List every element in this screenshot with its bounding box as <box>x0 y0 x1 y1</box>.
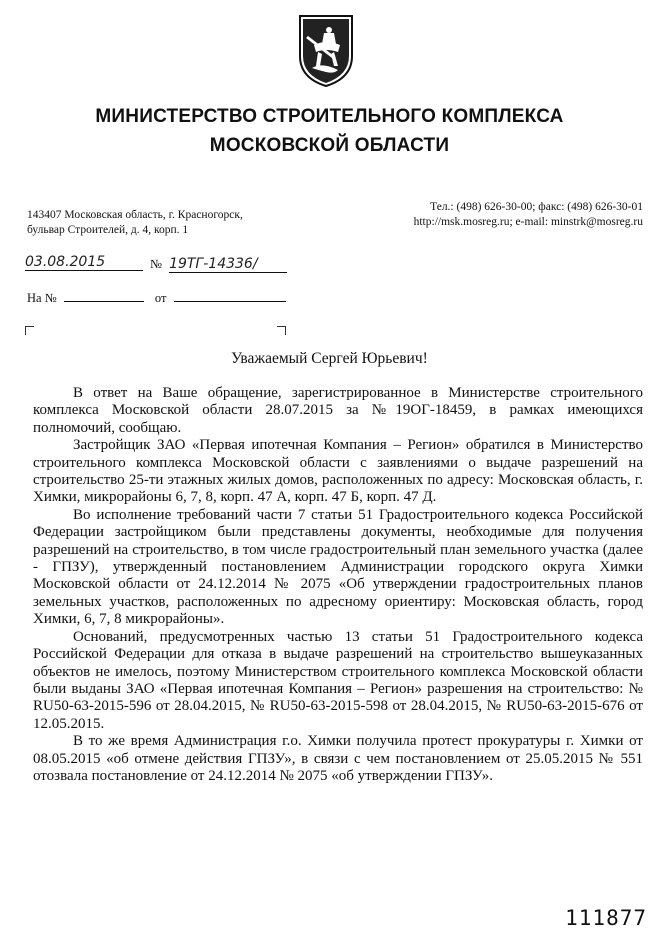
address-line: 143407 Московская область, г. Красногорск, <box>27 209 243 221</box>
date-value: 03.08.2015 <box>25 254 143 271</box>
postal-address <box>27 208 243 238</box>
reply-number-blank <box>64 288 144 302</box>
outgoing-date <box>25 254 143 271</box>
ministry-title: МИНИСТЕРСТВО СТРОИТЕЛЬНОГО КОМПЛЕКСА <box>95 106 564 127</box>
salutation: Уважаемый Сергей Юрьевич! <box>231 350 428 367</box>
corner-mark-left <box>25 326 34 335</box>
outgoing-number <box>150 256 287 273</box>
moscow-oblast-emblem-icon <box>294 12 358 88</box>
letter-body <box>33 385 643 785</box>
paragraph: Застройщик ЗАО «Первая ипотечная Компания – Регион» обратился в Министерство строительного комплекса Московской области с заявлениями о выдаче разрешений на строительство 25-ти этажных жилых домов, расположенных по адресу: Московская область, г. Химки, микрорайоны 6, 7, 8, корп. 47 А, корп. 47 Б, корп. 47 Д. <box>33 437 643 506</box>
paragraph: Во исполнение требований части 7 статьи 51 Градостроительного кодекса Российской Федерации застройщиком были представлены документы, необходимые для получения разрешений на строительство, в том числе градостроительный план земельного участка (далее - ГПЗУ), утвержденный постановлением Администрации городского округа Химки Московской области от 24.12.2014 № 2075 «Об утверждении градостроительных планов земельных участков, расположенных по адресному ориентиру: Московская область, город Химки, 6, 7, 8 микрорайоны». <box>33 506 643 628</box>
from-label: от <box>154 291 167 305</box>
paragraph: Оснований, предусмотренных частью 13 статьи 51 Градостроительного кодекса Российской Федерации для отказа в выдаче разрешений на строительство вышеуказанных объектов не имелось, поэтому Министерством строительного комплекса Московской области были выданы ЗАО «Первая ипотечная Компания – Регион» разрешения на строительство: № RU50-63-2015-596 от 28.04.2015, № RU50-63-2015-598 от 28.04.2015, № RU50-63-2015-676 от 12.05.2015. <box>33 628 643 732</box>
corner-mark-right <box>277 326 286 335</box>
web-email: http://msk.mosreg.ru; e-mail: minstrk@mosreg.ru <box>413 216 643 228</box>
reply-to <box>27 288 286 306</box>
paragraph: В ответ на Ваше обращение, зарегистрированное в Министерстве строительного комплекса Московской области 28.07.2015 за №19ОГ-18459, в рамках имеющихся полномочий, сообщаю. <box>33 385 643 436</box>
ministry-region: МОСКОВСКОЙ ОБЛАСТИ <box>209 135 450 156</box>
paragraph: В то же время Администрация г.о. Химки получила протест прокуратуры г. Химки от 08.05.2015 «об отмене действия ГПЗУ», в связи с чем постановлением от 25.05.2015 № 551 отозвала постановление от 24.12.2014 № 2075 «об утверждении ГПЗУ». <box>33 733 643 784</box>
document-number: 111877 <box>565 906 647 930</box>
number-label: № <box>150 257 162 271</box>
number-value: 19ТГ-14336/ <box>169 256 287 273</box>
address-line: бульвар Строителей, д. 4, корп. 1 <box>27 224 189 236</box>
contact-info <box>414 200 643 230</box>
reply-date-blank <box>174 288 286 302</box>
reply-label: На № <box>27 291 57 305</box>
phone-fax: Тел.: (498) 626-30-00; факс: (498) 626-30-01 <box>430 201 643 213</box>
